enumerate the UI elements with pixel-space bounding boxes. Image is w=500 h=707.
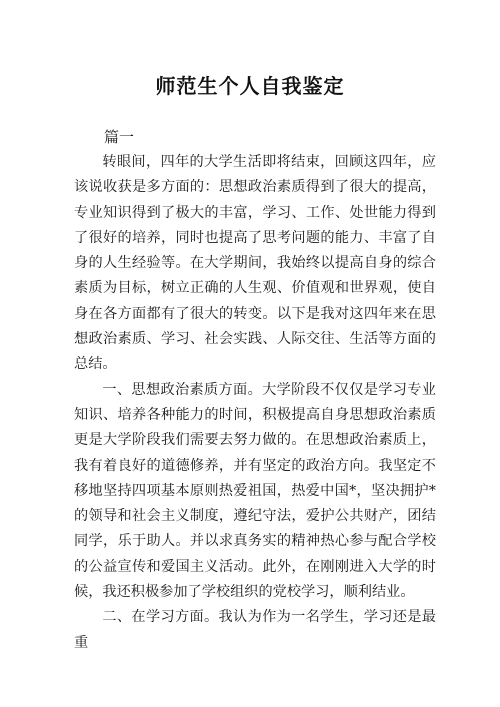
document-body bbox=[74, 150, 436, 656]
paragraph-political-quality: 一、思想政治素质方面。大学阶段不仅仅是学习专业知识、培养各种能力的时间，积极提高自身思想政治素质更是大学阶段我们需要去努力做的。在思想政治素质上，我有着良好的道德修养，并有坚定的政治方向。我坚定不移地坚持四项基本原则热爱祖国，热爱中国*，坚决拥护*的领导和社会主义制度，遵纪守法，爱护公共财产，团结同学，乐于助人。并以求真务实的精神热心参与配合学校的公益宣传和爱国主义活动。此外，在刚刚进入大学的时候，我还积极参加了学校组织的党校学习，顺利结业。 bbox=[74, 381, 436, 601]
paragraph-study: 二、在学习方面。我认为作为一名学生，学习还是最重 bbox=[74, 609, 436, 651]
section-label: 篇一 bbox=[104, 128, 135, 146]
document-title: 师范生个人自我鉴定 bbox=[155, 74, 345, 98]
paragraph-intro: 转眼间，四年的大学生活即将结束，回顾这四年，应该说收获是多方面的：思想政治素质得到了很大的提高，专业知识得到了极大的丰富，学习、工作、处世能力得到了很好的培养，同时也提高了思考问题的能力、丰富了自身的人生经验等。在大学期间，我始终以提高自身的综合素质为目标，树立正确的人生观、价值观和世界观，使自身在各方面都有了很大的转变。以下是我对这四年来在思想政治素质、学习、社会实践、人际交往、生活等方面的总结。 bbox=[74, 154, 436, 373]
